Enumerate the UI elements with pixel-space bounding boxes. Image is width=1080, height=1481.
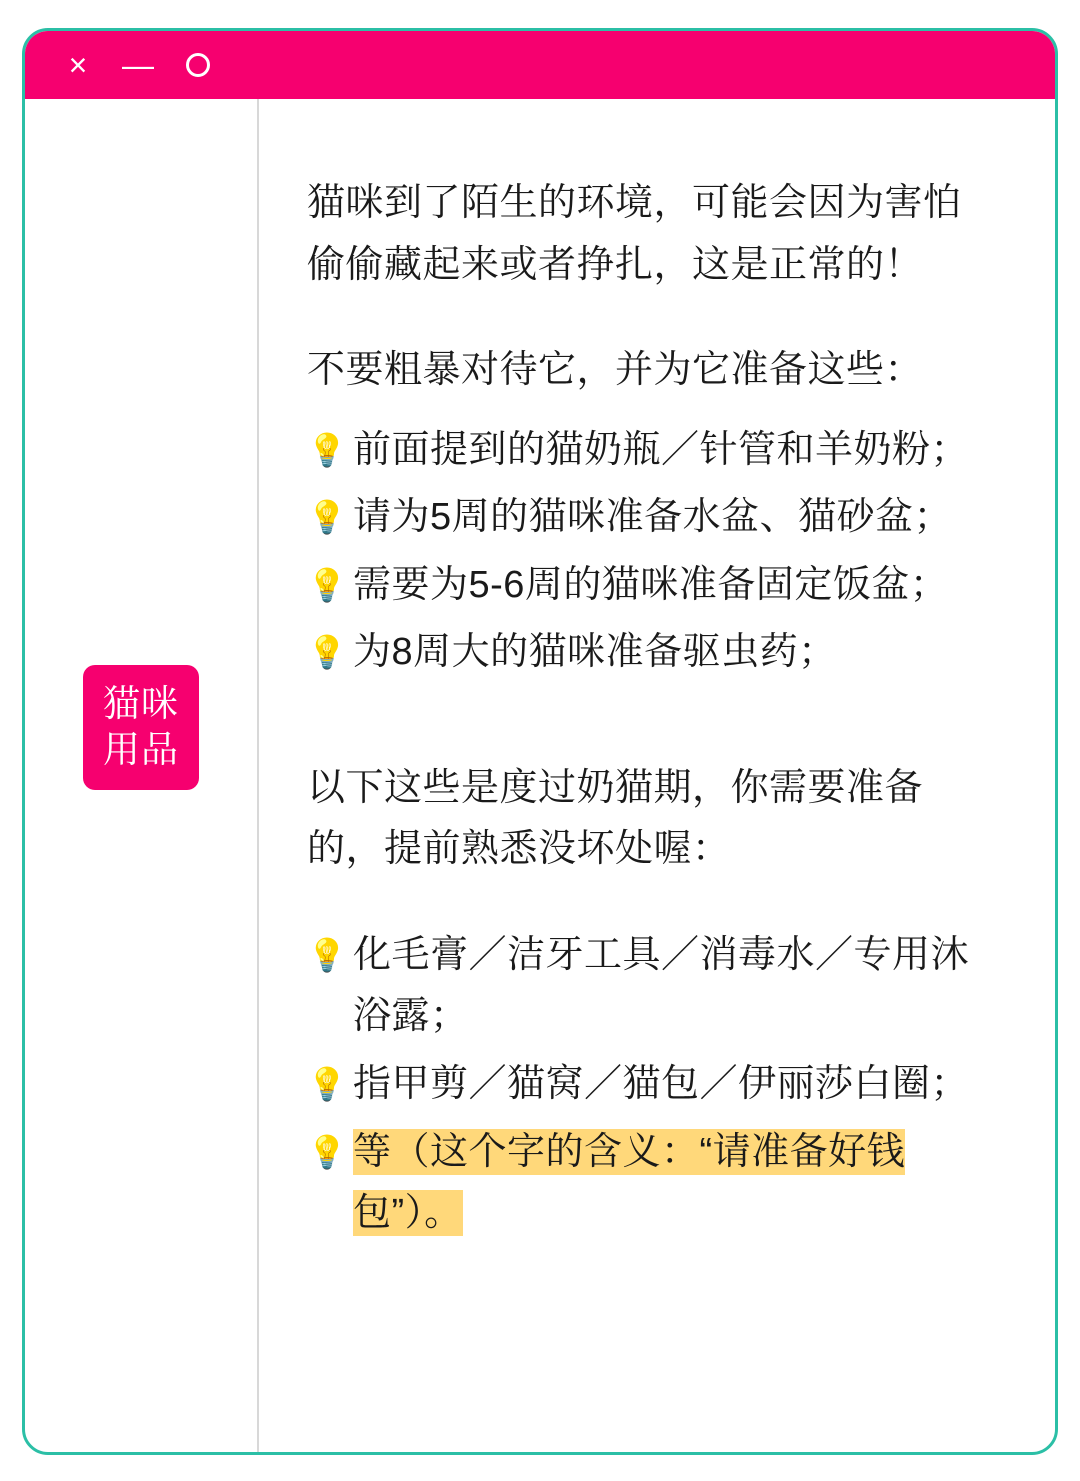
supplies-list-early <box>307 420 989 684</box>
list-item <box>307 487 989 549</box>
close-icon[interactable]: × <box>68 47 88 83</box>
lightbulb-icon: 💡 <box>307 936 348 973</box>
lightbulb-icon: 💡 <box>307 1066 348 1103</box>
section-tag-cat-supplies <box>83 665 199 789</box>
list-item <box>307 420 989 482</box>
list-item-label: 前面提到的猫奶瓶／针管和羊奶粉； <box>353 428 970 471</box>
paragraph-intro: 猫咪到了陌生的环境，可能会因为害怕偷偷藏起来或者挣扎，这是正常的！ <box>307 182 962 286</box>
lightbulb-icon: 💡 <box>307 566 348 603</box>
list-item-label: 化毛膏／洁牙工具／消毒水／专用沐浴露； <box>353 933 970 1038</box>
lightbulb-icon: 💡 <box>307 1133 348 1170</box>
list-item <box>307 1054 989 1116</box>
window-titlebar <box>25 31 1055 99</box>
list-item-label: 请为5周的猫咪准备水盆、猫砂盆； <box>353 496 953 539</box>
maximize-icon[interactable] <box>181 48 215 82</box>
content-area <box>259 99 1055 1452</box>
window-body <box>25 99 1055 1452</box>
section-tag-line-1: 猫咪 <box>103 683 179 725</box>
paragraph-prepare: 不要粗暴对待它，并为它准备这些： <box>307 349 924 392</box>
list-item-highlighted <box>307 1122 989 1245</box>
section-tag-line-2: 用品 <box>103 728 179 770</box>
spacer <box>307 724 989 758</box>
highlight-text: 等（这个字的含义：“请准备好钱包”）。 <box>353 1130 906 1235</box>
lightbulb-icon: 💡 <box>307 634 348 671</box>
list-item <box>307 555 989 617</box>
list-item-label-highlighted <box>353 1122 989 1245</box>
paragraph-milk-stage: 以下这些是度过奶猫期，你需要准备的，提前熟悉没坏处喔： <box>307 766 924 871</box>
list-item <box>307 925 989 1048</box>
list-item-label: 指甲剪／猫窝／猫包／伊丽莎白圈； <box>353 1063 970 1106</box>
lightbulb-icon: 💡 <box>307 431 348 468</box>
list-item-label: 需要为5-6周的猫咪准备固定饭盆； <box>353 563 949 606</box>
sidebar <box>25 99 259 1452</box>
lightbulb-icon: 💡 <box>307 499 348 536</box>
window-card <box>22 28 1058 1455</box>
minimize-icon[interactable]: — <box>122 47 154 83</box>
supplies-list-later <box>307 925 989 1245</box>
list-item <box>307 622 989 684</box>
list-item-label: 为8周大的猫咪准备驱虫药； <box>353 631 837 674</box>
